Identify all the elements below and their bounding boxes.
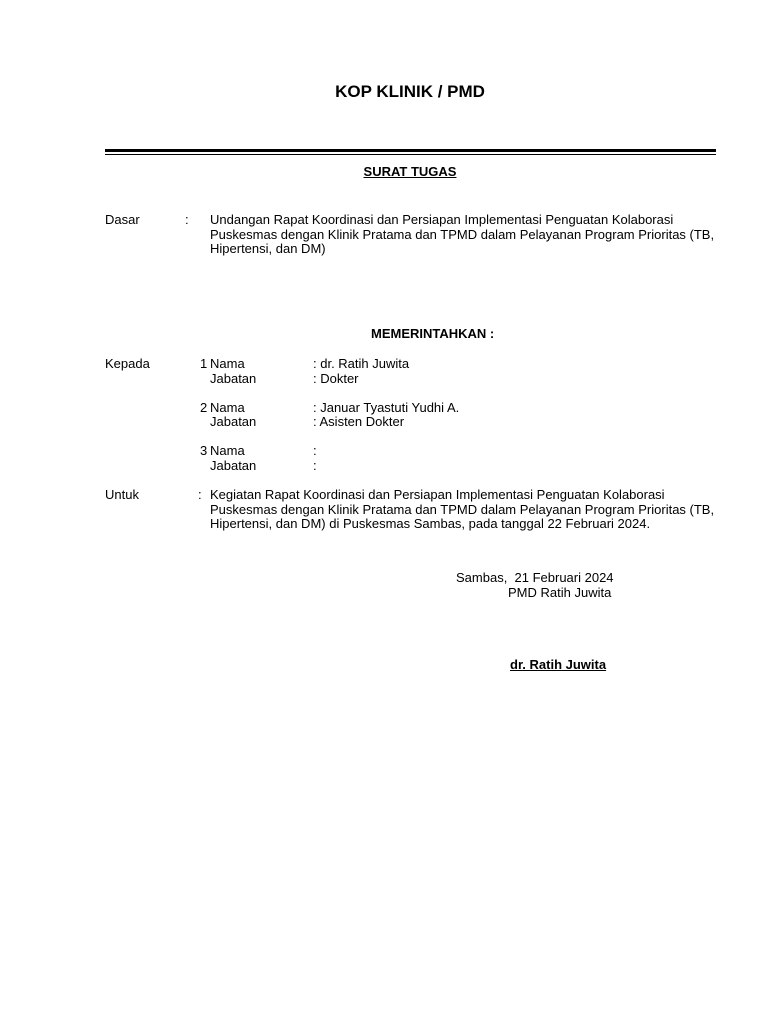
signature-name: dr. Ratih Juwita <box>510 657 607 672</box>
dasar-text: Undangan Rapat Koordinasi dan Persiapan Implementasi Penguatan Kolaborasi Puskesmas dengan Klinik Pratama dan TPMD dalam Pelayanan Program Prioritas (TB, Hipertensi, dan DM) <box>210 212 715 256</box>
person-2-number: 2 <box>200 400 208 415</box>
memerintahkan-heading: MEMERINTAHKAN : <box>371 326 495 341</box>
kepada-label: Kepada <box>105 356 150 371</box>
person-2-jabatan-label: Jabatan <box>210 414 257 429</box>
person-2-jabatan-value: : Asisten Dokter <box>313 414 405 429</box>
untuk-colon: : <box>198 487 202 502</box>
person-2-nama-value: : Januar Tyastuti Yudhi A. <box>313 400 460 415</box>
dasar-label: Dasar <box>105 212 140 227</box>
person-3-jabatan-label: Jabatan <box>210 458 257 473</box>
person-1-jabatan-value: : Dokter <box>313 371 359 386</box>
untuk-text: Kegiatan Rapat Koordinasi dan Persiapan Implementasi Penguatan Kolaborasi Puskesmas dengan Klinik Pratama dan TPMD dalam Pelayanan Program Prioritas (TB, Hipertensi, dan DM) di Puskesmas Sambas, pada tanggal 22 Februari 2024. <box>210 487 715 531</box>
letterhead-rule-thin <box>105 154 716 155</box>
person-1-number: 1 <box>200 356 208 371</box>
signature-org: PMD Ratih Juwita <box>508 585 612 600</box>
person-3-number: 3 <box>200 443 208 458</box>
person-1-nama-label: Nama <box>210 356 245 371</box>
dasar-colon: : <box>185 212 189 227</box>
signature-place-date: Sambas, 21 Februari 2024 <box>456 570 614 585</box>
person-3-nama-label: Nama <box>210 443 245 458</box>
person-1-jabatan-label: Jabatan <box>210 371 257 386</box>
untuk-label: Untuk <box>105 487 139 502</box>
document-title: SURAT TUGAS <box>363 164 457 179</box>
person-1-nama-value: : dr. Ratih Juwita <box>313 356 410 371</box>
person-3-nama-value: : <box>313 443 317 458</box>
person-2-nama-label: Nama <box>210 400 245 415</box>
letterhead-title: KOP KLINIK / PMD <box>335 82 485 101</box>
letterhead-rule-thick <box>105 149 716 152</box>
person-3-jabatan-value: : <box>313 458 317 473</box>
